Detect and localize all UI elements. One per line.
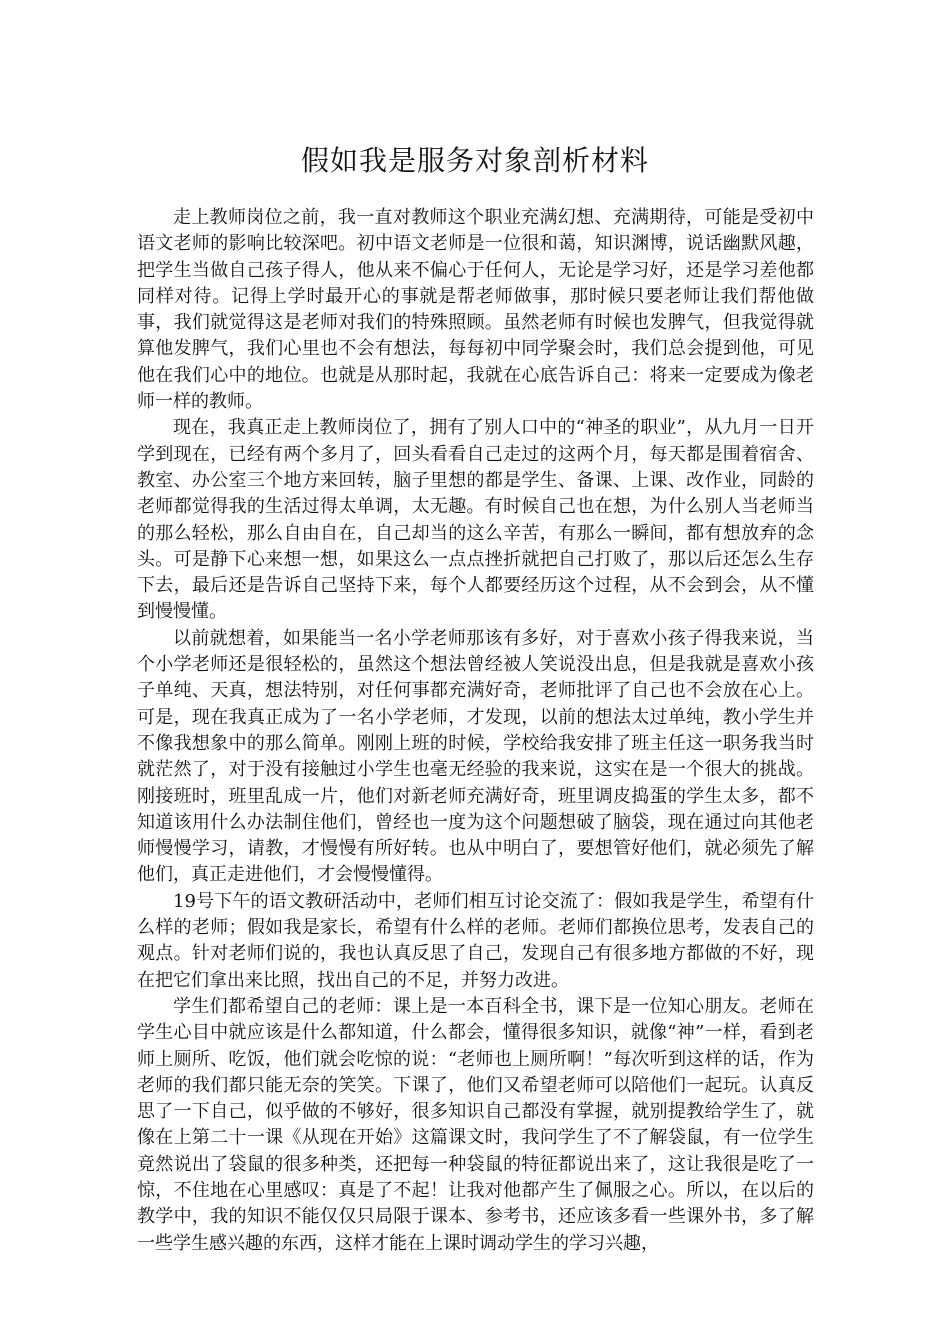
paragraph-5: 学生们都希望自己的老师：课上是一本百科全书，课下是一位知心朋友。老师在学生心目中就应该是什么都知道，什么都会，懂得很多知识，就像“神”一样，看到老师上厕所、吃饭，他们就会吃惊的说：“老师也上厕所啊！”每次听到这样的话，作为老师的我们都只能无奈的笑笑。下课了，他们又希望老师可以陪他们一起玩。认真反思了一下自己，似乎做的不够好，很多知识自己都没有掌握，就别提教给学生了，就像在上第二十一课《从现在开始》这篇课文时，我问学生了不了解袋鼠，有一位学生竟然说出了袋鼠的很多种类，还把每一种袋鼠的特征都说出来了，这让我很是吃了一惊，不住地在心里感叹：真是了不起！让我对他都产生了佩服之心。所以，在以后的教学中，我的知识不能仅仅只局限于课本、参考书，还应该多看一些课外书，多了解一些学生感兴趣的东西，这样才能在上课时调动学生的学习兴趣， [137, 995, 814, 1254]
paragraph-3: 以前就想着，如果能当一名小学老师那该有多好，对于喜欢小孩子得我来说，当个小学老师还是很轻松的，虽然这个想法曾经被人笑说没出息，但是我就是喜欢小孩子单纯、天真，想法特别，对任何事都充满好奇，老师批评了自己也不会放在心上。可是，现在我真正成为了一名小学老师，才发现，以前的想法太过单纯，教小学生并不像我想象中的那么简单。刚刚上班的时候，学校给我安排了班主任这一职务我当时就茫然了，对于没有接触过小学生也毫无经验的我来说，这实在是一个很大的挑战。刚接班时，班里乱成一片，他们对新老师充满好奇，班里调皮捣蛋的学生太多，都不知道该用什么办法制住他们，曾经也一度为这个问题想破了脑袋，现在通过向其他老师慢慢学习，请教，才慢慢有所好转。也从中明白了，要想管好他们，就必须先了解他们，真正走进他们，才会慢慢懂得。 [137, 627, 814, 886]
paragraph-2: 现在，我真正走上教师岗位了，拥有了别人口中的“神圣的职业”，从九月一日开学到现在，已经有两个多月了，回头看看自己走过的这两个月，每天都是围着宿舍、教室、办公室三个地方来回转，脑子里想的都是学生、备课、上课、改作业，同龄的老师都觉得我的生活过得太单调，太无趣。有时候自己也在想，为什么别人当老师当的那么轻松，那么自由自在，自己却当的这么辛苦，有那么一瞬间，都有想放弃的念头。可是静下心来想一想，如果这么一点点挫折就把自己打败了，那以后还怎么生存下去，最后还是告诉自己坚持下来，每个人都要经历这个过程，从不会到会，从不懂到慢慢懂。 [137, 417, 814, 623]
paragraph-4: 19号下午的语文教研活动中，老师们相互讨论交流了：假如我是学生，希望有什么样的老师；假如我是家长，希望有什么样的老师。老师们都换位思考，发表自己的观点。针对老师们说的，我也认真反思了自己，发现自己有很多地方都做的不好，现在把它们拿出来比照，找出自己的不足，并努力改进。 [137, 890, 814, 991]
document-body [137, 205, 814, 1257]
paragraph-1: 走上教师岗位之前，我一直对教师这个职业充满幻想、充满期待，可能是受初中语文老师的影响比较深吧。初中语文老师是一位很和蔼，知识渊博，说话幽默风趣，把学生当做自己孩子得人，他从来不偏心于任何人，无论是学习好，还是学习差他都同样对待。记得上学时最开心的事就是帮老师做事，那时候只要老师让我们帮他做事，我们就觉得这是老师对我们的特殊照顾。虽然老师有时候也发脾气，但我觉得就算他发脾气，我们心里也不会有想法，每每初中同学聚会时，我们总会提到他，可见他在我们心中的地位。也就是从那时起，我就在心底告诉自己：将来一定要成为像老师一样的教师。 [137, 207, 814, 413]
document-title: 假如我是服务对象剖析材料 [300, 144, 649, 177]
